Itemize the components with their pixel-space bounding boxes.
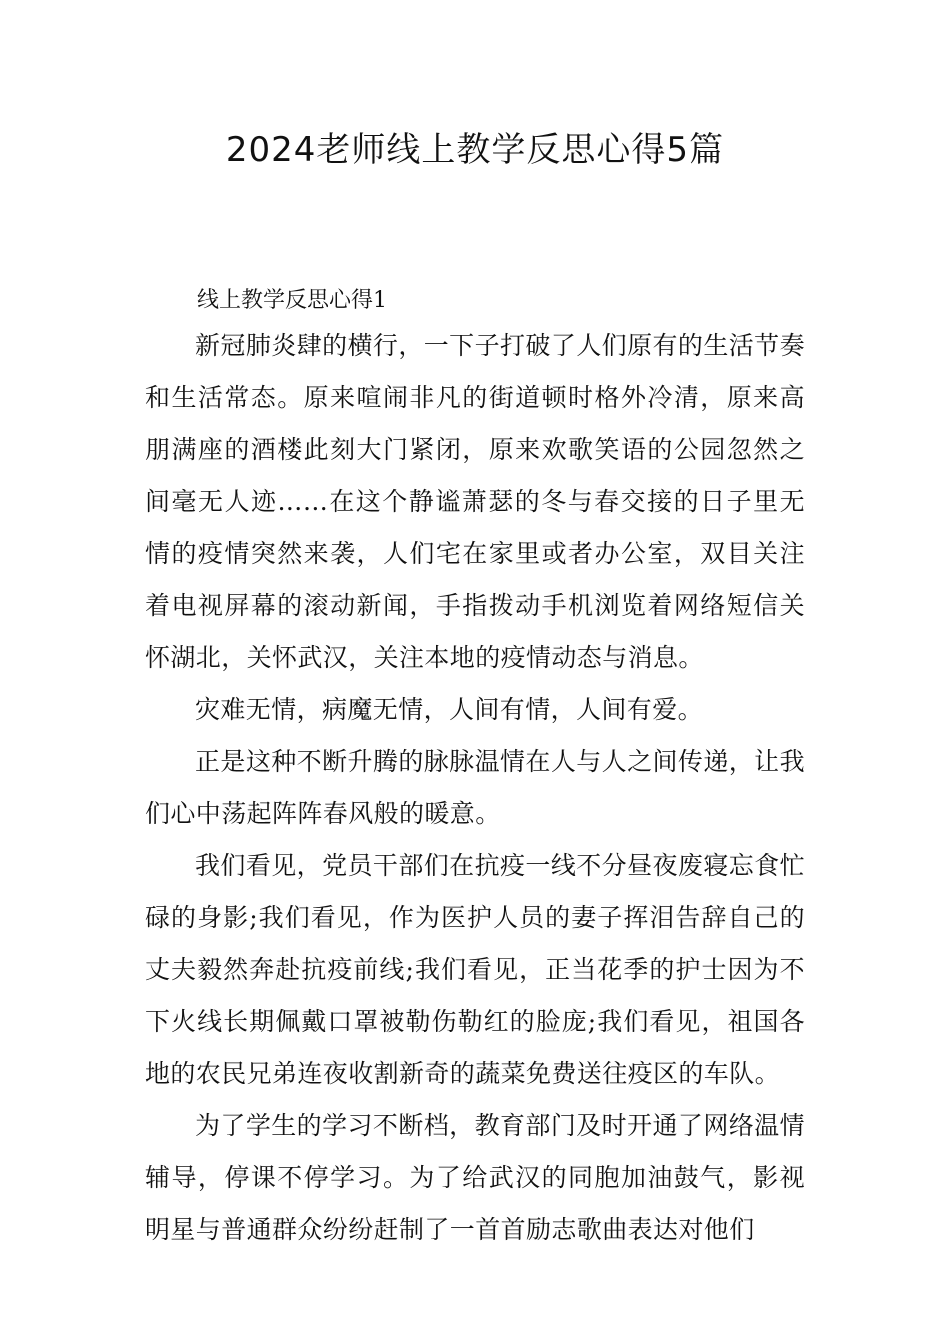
section-heading: 线上教学反思心得1 [197,288,387,313]
paragraph: 为了学生的学习不断档，教育部门及时开通了网络温情辅导，停课不停学习。为了给武汉的同胞加油鼓气，影视明星与普通群众纷纷赶制了一首首励志歌曲表达对他们 [145,1111,805,1244]
paragraph: 我们看见，党员干部们在抗疫一线不分昼夜废寝忘食忙碌的身影;我们看见，作为医护人员的妻子挥泪告辞自己的丈夫毅然奔赴抗疫前线;我们看见，正当花季的护士因为不下火线长期佩戴口罩被勒伤勒红的脸庞;我们看见，祖国各地的农民兄弟连夜收割新奇的蔬菜免费送往疫区的车队。 [145,851,805,1088]
paragraph: 灾难无情，病魔无情，人间有情，人间有爱。 [195,695,704,724]
document-body [145,281,805,1256]
paragraph: 新冠肺炎肆的横行，一下子打破了人们原有的生活节奏和生活常态。原来喧闹非凡的街道顿时格外冷清，原来高朋满座的酒楼此刻大门紧闭，原来欢歌笑语的公园忽然之间毫无人迹……在这个静谧萧瑟的冬与春交接的日子里无情的疫情突然来袭，人们宅在家里或者办公室，双目关注着电视屏幕的滚动新闻，手指拨动手机浏览着网络短信关怀湖北，关怀武汉，关注本地的疫情动态与消息。 [145,331,805,672]
document-title: 2024老师线上教学反思心得5篇 [225,130,725,170]
paragraph: 正是这种不断升腾的脉脉温情在人与人之间传递，让我们心中荡起阵阵春风般的暖意。 [145,747,805,828]
